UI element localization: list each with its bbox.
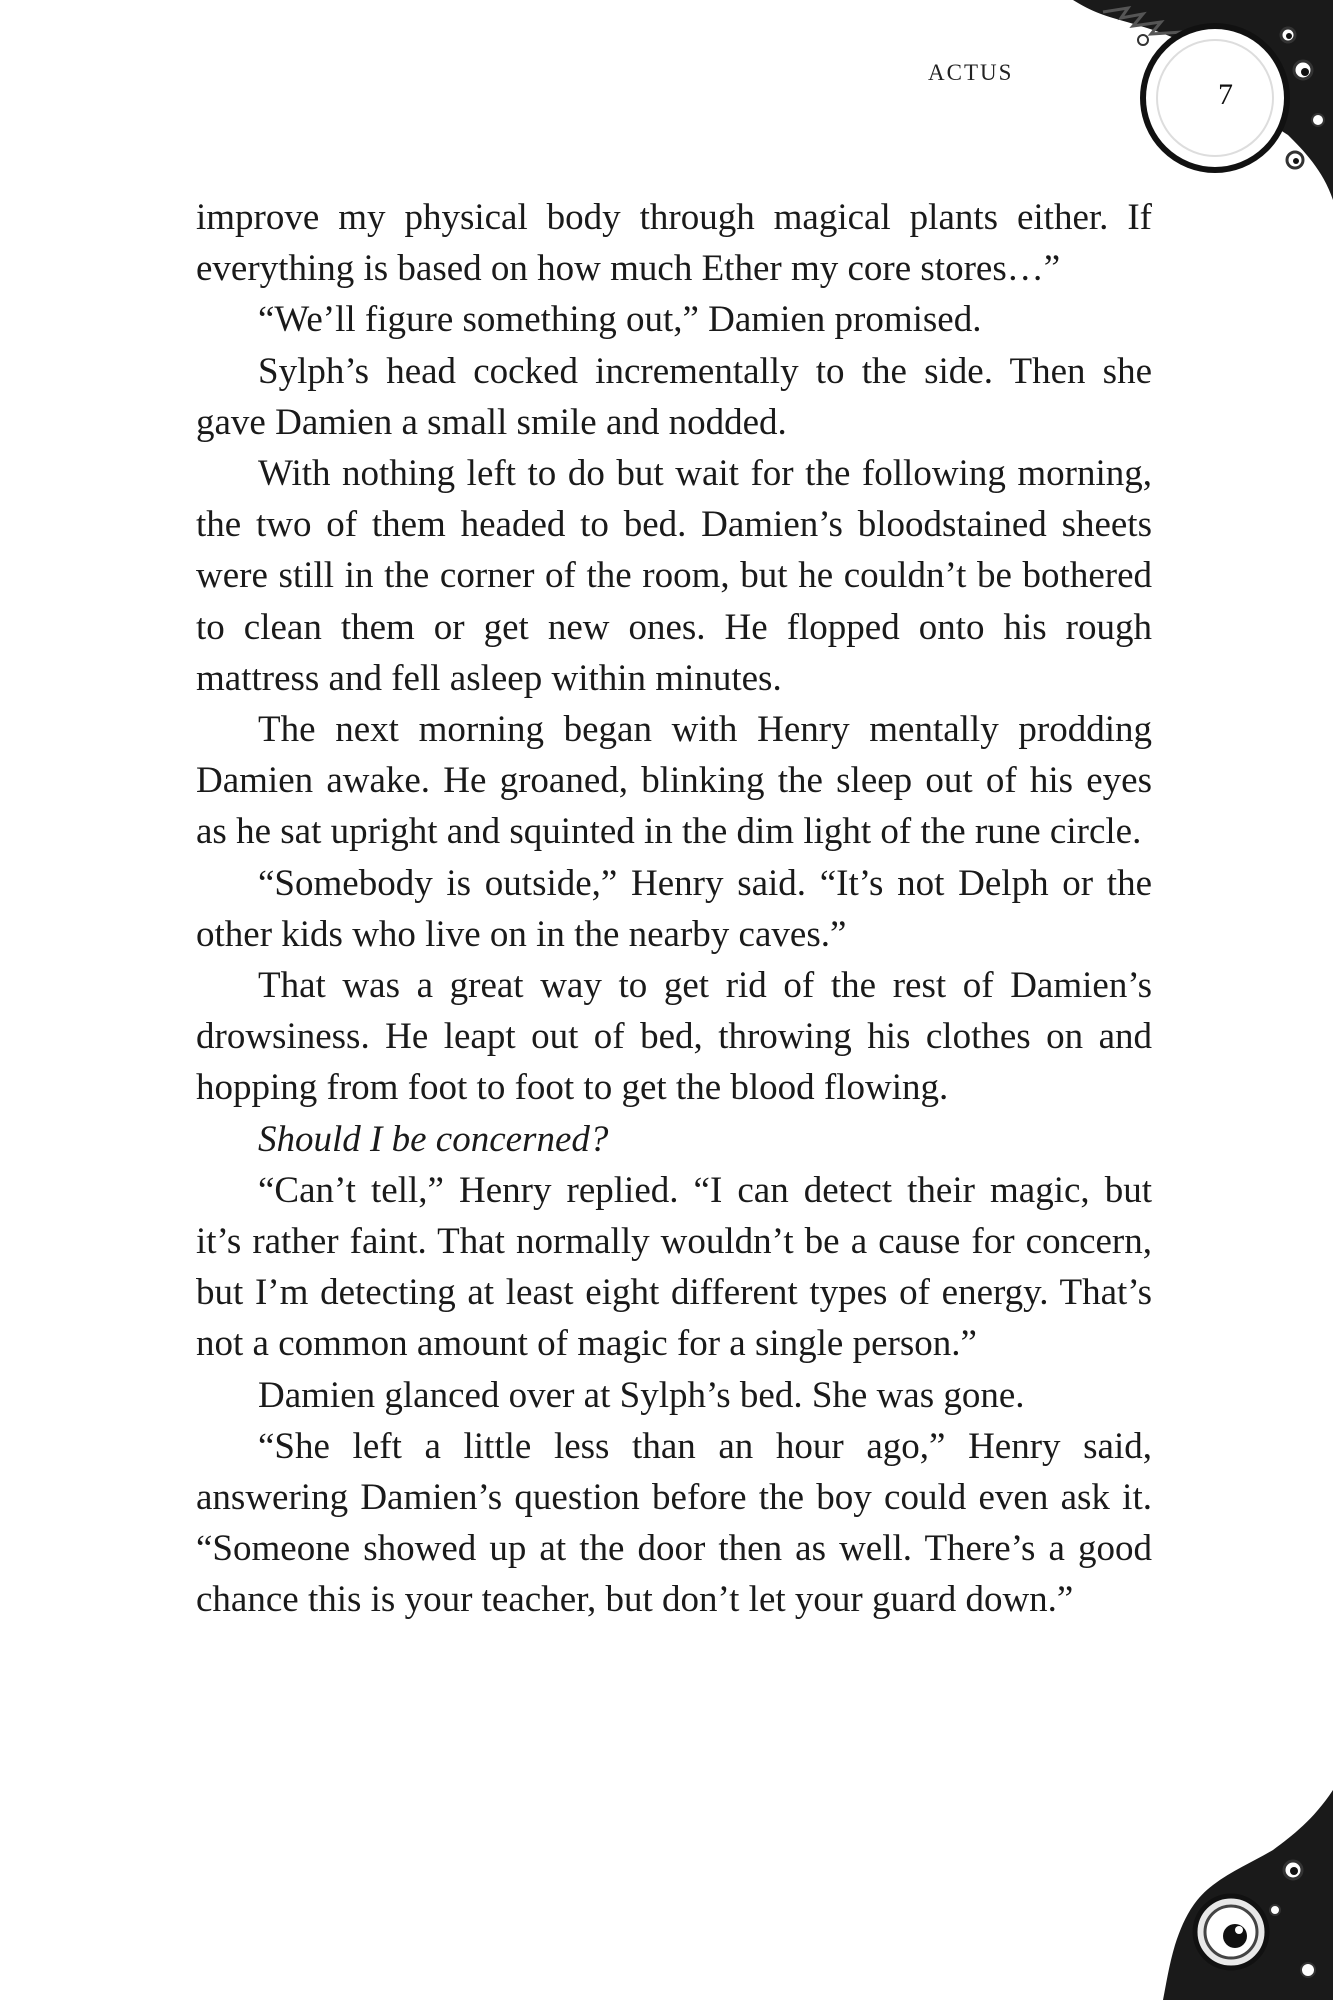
- paragraph: “Somebody is outside,” Henry said. “It’s not Delph or the other kids who live on in the nearby caves.”: [196, 862, 1152, 955]
- paragraph: “She left a little less than an hour ago,” Henry said, answering Damien’s question before the boy could even ask it. “Someone showed up at the door then as well. There’s a good chance this is your teacher, but don’t let your guard down.”: [196, 1425, 1152, 1621]
- paragraph: improve my physical body through magical plants either. If everything is based on how much Ether my core stores…”: [196, 197, 1152, 290]
- paragraph: With nothing left to do but wait for the following morning, the two of them headed to bed. Damien’s bloodstained sheets were still in the corner of the room, but he couldn’t be bothered to clean them or get new ones. He flopped onto his rough mattress and fell asleep within minutes.: [196, 453, 1152, 699]
- paragraph: “We’ll figure something out,” Damien promised.: [258, 299, 982, 341]
- running-header: ACTUS: [928, 60, 1014, 85]
- paragraph: The next morning began with Henry mentally prodding Damien awake. He groaned, blinking the sleep out of his eyes as he sat upright and squinted in the dim light of the rune circle.: [196, 709, 1152, 853]
- corner-illustration-bottom: [1163, 1790, 1333, 2000]
- page-number: 7: [1218, 78, 1233, 111]
- body-text: [196, 192, 1152, 1626]
- paragraph: “Can’t tell,” Henry replied. “I can detect their magic, but it’s rather faint. That normally wouldn’t be a cause for concern, but I’m detecting at least eight different types of energy. That’s not a common amount of magic for a single person.”: [196, 1169, 1152, 1365]
- paragraph: That was a great way to get rid of the rest of Damien’s drowsiness. He leapt out of bed, throwing his clothes on and hopping from foot to foot to get the blood flowing.: [196, 965, 1152, 1109]
- paragraph: Sylph’s head cocked incrementally to the side. Then she gave Damien a small smile and nodded.: [196, 350, 1152, 443]
- corner-illustration-top: [1033, 0, 1333, 200]
- paragraph: Damien glanced over at Sylph’s bed. She was gone.: [258, 1374, 1025, 1416]
- paragraph-thought: Should I be concerned?: [258, 1118, 609, 1160]
